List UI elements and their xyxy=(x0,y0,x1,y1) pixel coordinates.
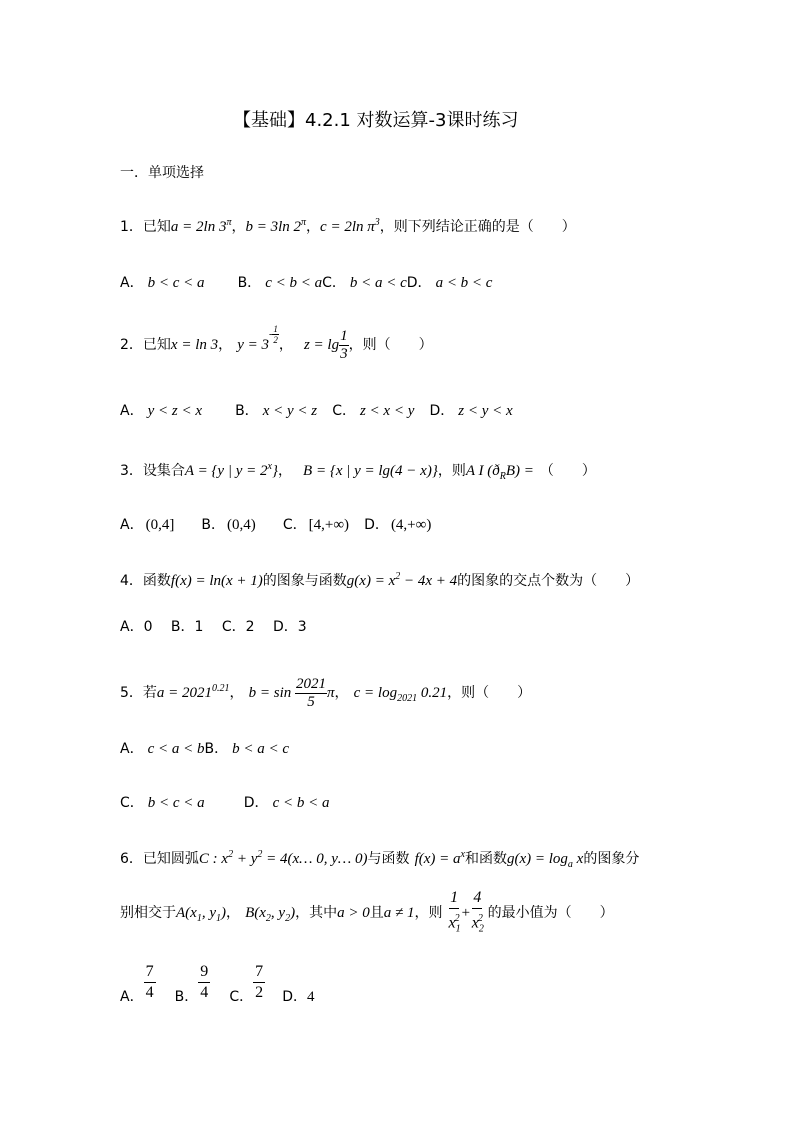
q4-options: A．0 B．1 C．2 D．3 xyxy=(120,619,307,635)
q4-text: 的图象与函数 xyxy=(262,573,347,589)
q3-number: 3．设集合 xyxy=(120,463,185,479)
q4-number: 4．函数 xyxy=(120,573,171,589)
q5-option-a: c < a < b xyxy=(147,741,205,757)
option-label: B． xyxy=(201,517,226,533)
q6-line-2 xyxy=(120,888,614,940)
q6-option-a: $\frac{7}{4}$ xyxy=(145,963,154,1001)
q6-text: ，则 xyxy=(414,905,443,922)
q5-options-row1 xyxy=(120,738,289,758)
option-label: C． xyxy=(332,403,356,419)
q6-text: 与函数 xyxy=(367,851,410,867)
q5-prompt: ，则（ ） xyxy=(447,684,532,701)
q5-sep: ， xyxy=(334,684,349,701)
q5-c: $c = \log_{2021} 0.21$ xyxy=(353,684,448,704)
q1-prompt: ，则下列结论正确的是（ ） xyxy=(379,219,576,235)
question-3 xyxy=(120,460,596,482)
q2-options xyxy=(120,400,513,420)
q1-option-d: a < b < c xyxy=(435,275,493,291)
q6-point-b: $B(x_2$, $y_2$) xyxy=(245,905,296,925)
q1-option-c: b < a < c xyxy=(349,275,407,291)
q5-number: 5．若 xyxy=(120,684,157,701)
q4-g: $g(x) = x^2 - 4x + 4$ xyxy=(346,571,458,589)
q6-prompt: 的最小值为（ ） xyxy=(487,905,614,922)
q2-z: z = lg $\frac{1}{3}$ xyxy=(303,328,348,362)
q6-expression: $\frac{1}{x_1^2}$ + $\frac{4}{x_2^2}$ xyxy=(448,889,484,935)
option-label: A． xyxy=(120,275,144,291)
q2-option-d: z < y < x xyxy=(458,403,513,419)
q6-cond-1: a > 0 xyxy=(337,905,370,922)
q1-sep: ， xyxy=(231,219,246,235)
q5-options-row2 xyxy=(120,792,329,812)
q5-sep: ， xyxy=(229,684,244,701)
option-label: D． xyxy=(406,275,432,291)
q1-number: 1．已知 xyxy=(120,219,171,235)
option-label: D． xyxy=(364,517,389,533)
q2-x: x = ln 3 xyxy=(170,336,219,353)
q6-f: $f(x) = a^x$ xyxy=(414,849,465,867)
option-label: C． xyxy=(120,795,144,811)
q5-option-d: c < b < a xyxy=(272,795,330,811)
q1-option-a: b < c < a xyxy=(147,275,205,291)
q2-option-b: x < y < z xyxy=(262,403,318,419)
q1-sep: ， xyxy=(306,219,321,235)
q6-text: 的图象分 xyxy=(583,851,640,867)
q6-cond-2: a ≠ 1 xyxy=(383,905,415,922)
q6-g: $g(x) = \log_a x$ xyxy=(506,851,584,870)
q6-option-b: $\frac{9}{4}$ xyxy=(200,963,209,1001)
option-label: D． xyxy=(429,403,455,419)
option-label: B． xyxy=(174,989,199,1005)
q1-option-b: c < b < a xyxy=(265,275,323,291)
q2-prompt: ，则（ ） xyxy=(348,336,433,353)
q1-options xyxy=(120,272,492,292)
q6-text: 别相交于 xyxy=(120,905,176,922)
q1-a: a = 2ln $3^\pi$ xyxy=(170,217,232,235)
option-label: C． xyxy=(322,275,346,291)
option-label: D． xyxy=(243,795,269,811)
q6-text: ，其中 xyxy=(295,905,338,922)
option-label: C． xyxy=(229,989,254,1005)
question-2 xyxy=(120,324,433,363)
q3-option-b: (0,4) xyxy=(227,517,256,533)
q6-number: 6．已知圆弧 xyxy=(120,851,199,867)
option-label: A． xyxy=(120,741,144,757)
q3-option-d: (4,+∞) xyxy=(390,517,432,533)
q2-number: 2．已知 xyxy=(120,336,171,353)
q2-sep: ， xyxy=(218,336,233,353)
q5-option-b: b < a < c xyxy=(232,741,289,757)
question-4 xyxy=(120,570,639,590)
q5-option-c: b < c < a xyxy=(147,795,205,811)
option-label: A． xyxy=(120,517,144,533)
question-6 xyxy=(120,848,639,870)
q2-sep: ， xyxy=(278,336,293,353)
option-label: B． xyxy=(204,741,229,757)
question-1 xyxy=(120,216,576,236)
q1-c: c = 2ln $\pi^3$ xyxy=(320,217,380,235)
option-label: B． xyxy=(237,275,262,291)
q3-blank: （ ） xyxy=(539,463,596,479)
section-heading: 一．单项选择 xyxy=(120,165,204,181)
q6-option-c: $\frac{7}{2}$ xyxy=(255,963,264,1001)
q5-b: b = sin $\frac{2021}{5}$ π xyxy=(248,676,335,710)
q2-option-a: y < z < x xyxy=(147,403,202,419)
q6-sep: ， xyxy=(226,905,240,922)
q6-arc: C : $x^2 + y^2$ = 4(x… 0, y… 0) xyxy=(198,849,368,867)
q4-prompt: 的图象的交点个数为（ ） xyxy=(457,573,640,589)
q6-text: 且 xyxy=(369,905,384,922)
q3-sep: ， xyxy=(277,463,292,479)
q6-options xyxy=(120,962,315,1006)
q6-option-d: 4 xyxy=(307,989,315,1005)
q2-y: $y = 3^{- \frac{1}{2}}$ xyxy=(237,324,278,353)
q6-point-a: $A(x_1$, $y_1$) xyxy=(176,905,226,925)
q3-set-b: B = {x | y = lg(4 − x)} xyxy=(303,463,438,479)
q3-options xyxy=(120,514,431,534)
q1-b: b = 3ln $2^\pi$ xyxy=(245,217,307,235)
option-label: B． xyxy=(235,403,259,419)
q3-option-c: [4,+∞) xyxy=(308,517,350,533)
q5-a: $a = 2021^{0.21}$ xyxy=(156,682,230,701)
option-label: A． xyxy=(120,403,144,419)
q3-option-a: (0,4] xyxy=(145,517,175,533)
q3-prompt: ，则 xyxy=(437,463,466,479)
q3-expression: A I $(ð_RB)$ = xyxy=(465,463,534,482)
q3-set-a: A = {y | $y = 2^x$} xyxy=(184,461,278,479)
page-title: 【基础】4.2.1 对数运算-3课时练习 xyxy=(233,110,519,131)
q6-text: 和函数 xyxy=(464,851,507,867)
option-label: C． xyxy=(282,517,307,533)
option-label: D． xyxy=(282,989,308,1005)
option-label: A． xyxy=(120,989,144,1005)
question-5 xyxy=(120,676,531,711)
q2-option-c: z < x < y xyxy=(359,403,415,419)
q4-f: f(x) = ln(x + 1) xyxy=(170,573,263,589)
